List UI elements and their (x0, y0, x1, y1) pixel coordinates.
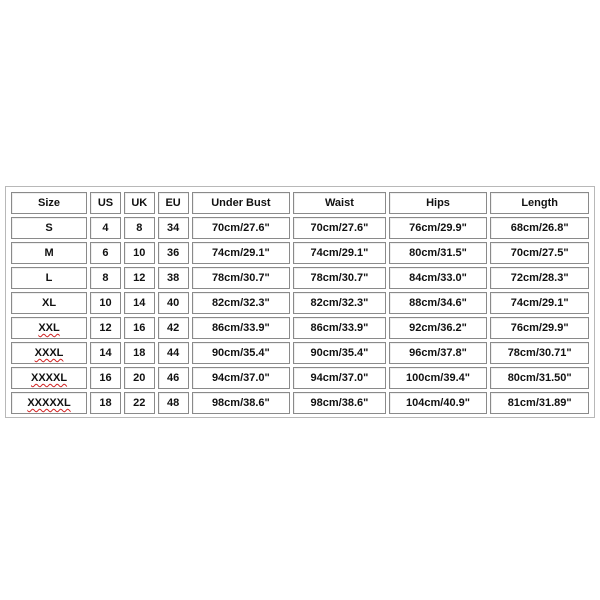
cell-size (11, 342, 87, 364)
cell-size: XL (11, 292, 87, 314)
cell-waist: 78cm/30.7" (293, 267, 385, 289)
cell-uk: 10 (124, 242, 155, 264)
cell-us: 12 (90, 317, 121, 339)
cell-eu: 46 (158, 367, 189, 389)
header-uk: UK (124, 192, 155, 214)
cell-length: 68cm/26.8" (490, 217, 589, 239)
cell-us: 10 (90, 292, 121, 314)
cell-under-bust: 78cm/30.7" (192, 267, 291, 289)
header-eu: EU (158, 192, 189, 214)
header-row (11, 192, 589, 214)
cell-eu: 34 (158, 217, 189, 239)
table-row (11, 242, 589, 264)
table-row (11, 267, 589, 289)
cell-size (11, 317, 87, 339)
cell-under-bust: 94cm/37.0" (192, 367, 291, 389)
cell-hips: 76cm/29.9" (389, 217, 488, 239)
cell-length: 78cm/30.71" (490, 342, 589, 364)
cell-waist: 82cm/32.3" (293, 292, 385, 314)
cell-eu: 36 (158, 242, 189, 264)
cell-waist: 90cm/35.4" (293, 342, 385, 364)
cell-waist: 98cm/38.6" (293, 392, 385, 414)
cell-under-bust: 74cm/29.1" (192, 242, 291, 264)
cell-waist: 94cm/37.0" (293, 367, 385, 389)
cell-us: 4 (90, 217, 121, 239)
cell-length: 76cm/29.9" (490, 317, 589, 339)
header-size: Size (11, 192, 87, 214)
cell-uk: 12 (124, 267, 155, 289)
table-row (11, 217, 589, 239)
cell-eu: 38 (158, 267, 189, 289)
header-us: US (90, 192, 121, 214)
cell-under-bust: 98cm/38.6" (192, 392, 291, 414)
cell-uk: 14 (124, 292, 155, 314)
table-row (11, 292, 589, 314)
cell-hips: 84cm/33.0" (389, 267, 488, 289)
cell-eu: 40 (158, 292, 189, 314)
cell-length: 80cm/31.50" (490, 367, 589, 389)
cell-eu: 44 (158, 342, 189, 364)
cell-hips: 100cm/39.4" (389, 367, 488, 389)
cell-size (11, 392, 87, 414)
header-waist: Waist (293, 192, 385, 214)
size-label: XXL (38, 322, 60, 334)
size-table (8, 189, 592, 417)
cell-length: 74cm/29.1" (490, 292, 589, 314)
size-label: XXXXL (30, 372, 68, 384)
cell-length: 72cm/28.3" (490, 267, 589, 289)
table-row (11, 367, 589, 389)
table-row (11, 392, 589, 414)
cell-under-bust: 70cm/27.6" (192, 217, 291, 239)
cell-under-bust: 86cm/33.9" (192, 317, 291, 339)
header-length: Length (490, 192, 589, 214)
table-row (11, 342, 589, 364)
cell-length: 81cm/31.89" (490, 392, 589, 414)
cell-uk: 20 (124, 367, 155, 389)
cell-hips: 96cm/37.8" (389, 342, 488, 364)
cell-uk: 18 (124, 342, 155, 364)
size-label: XXXXXL (27, 397, 71, 409)
cell-hips: 88cm/34.6" (389, 292, 488, 314)
cell-uk: 22 (124, 392, 155, 414)
cell-uk: 16 (124, 317, 155, 339)
cell-us: 14 (90, 342, 121, 364)
cell-us: 8 (90, 267, 121, 289)
cell-eu: 48 (158, 392, 189, 414)
size-label: XXXL (34, 347, 64, 359)
cell-waist: 86cm/33.9" (293, 317, 385, 339)
cell-size (11, 367, 87, 389)
cell-us: 16 (90, 367, 121, 389)
cell-us: 18 (90, 392, 121, 414)
cell-size: L (11, 267, 87, 289)
table-row (11, 317, 589, 339)
header-hips: Hips (389, 192, 488, 214)
cell-size: M (11, 242, 87, 264)
cell-uk: 8 (124, 217, 155, 239)
cell-hips: 104cm/40.9" (389, 392, 488, 414)
cell-under-bust: 82cm/32.3" (192, 292, 291, 314)
cell-eu: 42 (158, 317, 189, 339)
cell-hips: 80cm/31.5" (389, 242, 488, 264)
cell-waist: 70cm/27.6" (293, 217, 385, 239)
cell-us: 6 (90, 242, 121, 264)
cell-hips: 92cm/36.2" (389, 317, 488, 339)
header-under-bust: Under Bust (192, 192, 291, 214)
cell-waist: 74cm/29.1" (293, 242, 385, 264)
cell-size: S (11, 217, 87, 239)
cell-length: 70cm/27.5" (490, 242, 589, 264)
size-chart (5, 186, 595, 418)
cell-under-bust: 90cm/35.4" (192, 342, 291, 364)
